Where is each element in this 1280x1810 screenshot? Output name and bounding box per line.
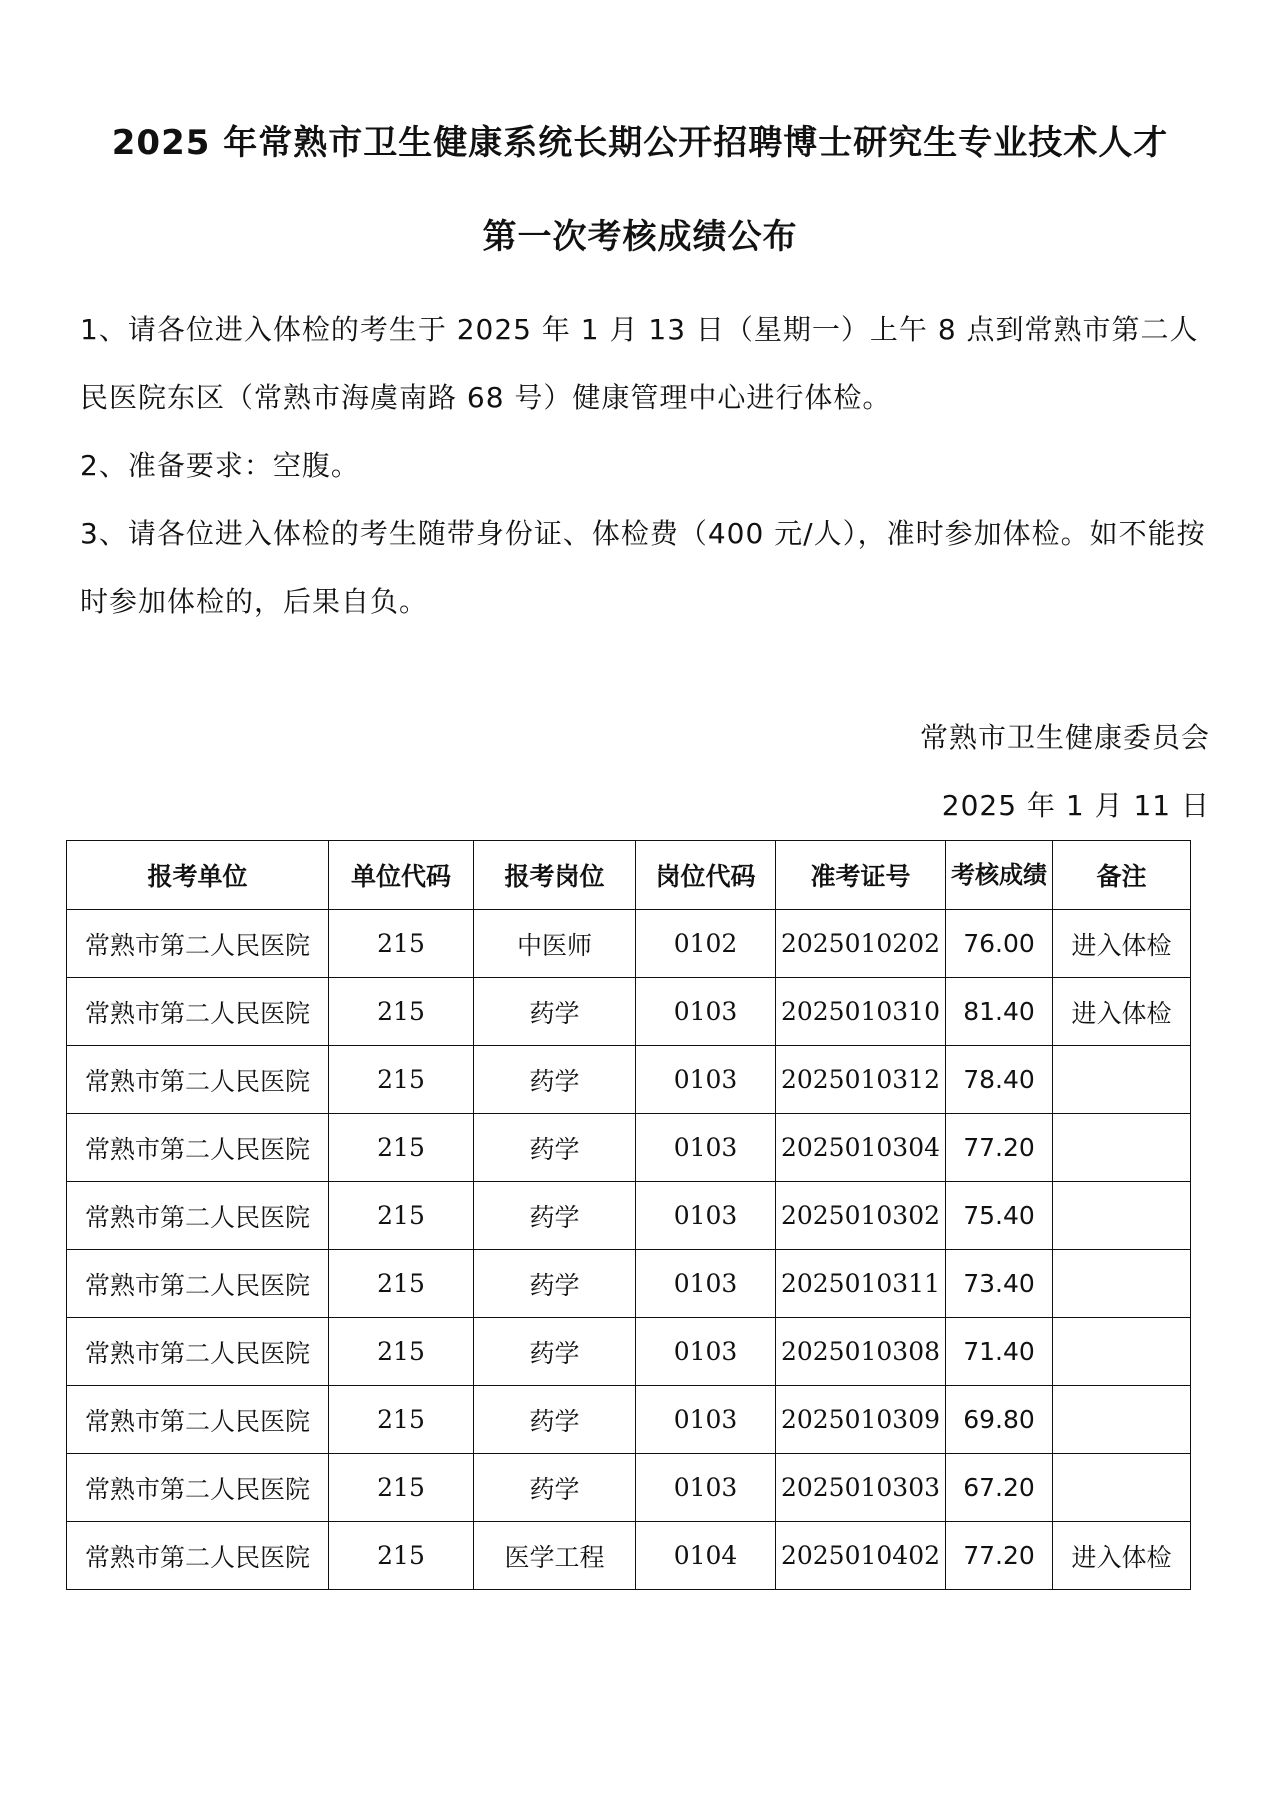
cell-remark: 进入体检 [1053,978,1191,1046]
cell-remark: 进入体检 [1053,910,1191,978]
cell-unit-code: 215 [329,1522,474,1590]
cell-exam-number: 2025010402 [776,1522,946,1590]
cell-remark [1053,1182,1191,1250]
cell-remark [1053,1386,1191,1454]
cell-position-code: 0103 [636,1046,776,1114]
cell-position: 药学 [474,978,636,1046]
cell-unit: 常熟市第二人民医院 [67,1046,329,1114]
table-row [67,1454,1191,1522]
cell-score: 75.40 [946,1182,1053,1250]
cell-remark [1053,1318,1191,1386]
cell-exam-number: 2025010310 [776,978,946,1046]
header-score: 考核成绩 [946,841,1053,910]
cell-exam-number: 2025010202 [776,910,946,978]
cell-exam-number: 2025010302 [776,1182,946,1250]
cell-exam-number: 2025010303 [776,1454,946,1522]
cell-unit: 常熟市第二人民医院 [67,1114,329,1182]
cell-exam-number: 2025010311 [776,1250,946,1318]
cell-unit: 常熟市第二人民医院 [67,1454,329,1522]
notice-paragraph-1: 1、请各位进入体检的考生于 2025 年 1 月 13 日（星期一）上午 8 点到常熟市第二人民医院东区（常熟市海虞南路 68 号）健康管理中心进行体检。 [80,313,1199,414]
cell-position-code: 0103 [636,978,776,1046]
table-row [67,1386,1191,1454]
notice-paragraph-2: 2、准备要求：空腹。 [80,449,360,482]
cell-remark [1053,1114,1191,1182]
cell-unit: 常熟市第二人民医院 [67,910,329,978]
cell-position: 药学 [474,1046,636,1114]
cell-exam-number: 2025010309 [776,1386,946,1454]
cell-unit: 常熟市第二人民医院 [67,978,329,1046]
cell-score: 71.40 [946,1318,1053,1386]
header-position-code: 岗位代码 [636,841,776,910]
table-header-row [67,841,1191,910]
table-row [67,1522,1191,1590]
header-remark: 备注 [1053,841,1191,910]
cell-unit-code: 215 [329,1386,474,1454]
table-row [67,910,1191,978]
cell-unit: 常熟市第二人民医院 [67,1386,329,1454]
cell-position-code: 0103 [636,1114,776,1182]
cell-position: 药学 [474,1250,636,1318]
cell-position: 中医师 [474,910,636,978]
cell-unit: 常熟市第二人民医院 [67,1522,329,1590]
cell-score: 77.20 [946,1522,1053,1590]
cell-score: 69.80 [946,1386,1053,1454]
cell-position-code: 0103 [636,1386,776,1454]
page-subtitle: 第一次考核成绩公布 [482,217,798,257]
cell-position: 药学 [474,1182,636,1250]
cell-unit: 常熟市第二人民医院 [67,1318,329,1386]
cell-position-code: 0103 [636,1318,776,1386]
cell-score: 76.00 [946,910,1053,978]
cell-unit-code: 215 [329,1250,474,1318]
cell-position: 药学 [474,1114,636,1182]
header-position: 报考岗位 [474,841,636,910]
cell-position: 药学 [474,1454,636,1522]
table-row [67,978,1191,1046]
cell-score: 78.40 [946,1046,1053,1114]
cell-score: 67.20 [946,1454,1053,1522]
cell-unit-code: 215 [329,910,474,978]
table-body [67,910,1191,1590]
header-unit: 报考单位 [67,841,329,910]
cell-unit-code: 215 [329,1454,474,1522]
issuer-signature: 常熟市卫生健康委员会 [919,721,1210,754]
cell-exam-number: 2025010304 [776,1114,946,1182]
cell-unit-code: 215 [329,978,474,1046]
cell-remark [1053,1454,1191,1522]
cell-unit-code: 215 [329,1318,474,1386]
cell-position-code: 0102 [636,910,776,978]
notice-paragraph-3: 3、请各位进入体检的考生随带身份证、体检费（400 元/人），准时参加体检。如不能按时参加体检的，后果自负。 [80,517,1206,618]
table-row [67,1182,1191,1250]
table-row [67,1114,1191,1182]
table-row [67,1046,1191,1114]
cell-unit: 常熟市第二人民医院 [67,1250,329,1318]
cell-position-code: 0103 [636,1454,776,1522]
header-unit-code: 单位代码 [329,841,474,910]
cell-unit-code: 215 [329,1046,474,1114]
cell-remark [1053,1250,1191,1318]
table-row [67,1318,1191,1386]
cell-score: 81.40 [946,978,1053,1046]
cell-position: 医学工程 [474,1522,636,1590]
cell-exam-number: 2025010312 [776,1046,946,1114]
cell-unit: 常熟市第二人民医院 [67,1182,329,1250]
cell-position: 药学 [474,1318,636,1386]
cell-position-code: 0104 [636,1522,776,1590]
cell-score: 77.20 [946,1114,1053,1182]
page-title: 2025 年常熟市卫生健康系统长期公开招聘博士研究生专业技术人才 [111,123,1169,163]
issue-date: 2025 年 1 月 11 日 [941,789,1210,822]
table-row [67,1250,1191,1318]
cell-remark [1053,1046,1191,1114]
cell-unit-code: 215 [329,1114,474,1182]
cell-remark: 进入体检 [1053,1522,1191,1590]
cell-unit-code: 215 [329,1182,474,1250]
cell-score: 73.40 [946,1250,1053,1318]
cell-position-code: 0103 [636,1250,776,1318]
results-table [66,840,1191,1590]
cell-position: 药学 [474,1386,636,1454]
cell-position-code: 0103 [636,1182,776,1250]
cell-exam-number: 2025010308 [776,1318,946,1386]
header-exam-number: 准考证号 [776,841,946,910]
